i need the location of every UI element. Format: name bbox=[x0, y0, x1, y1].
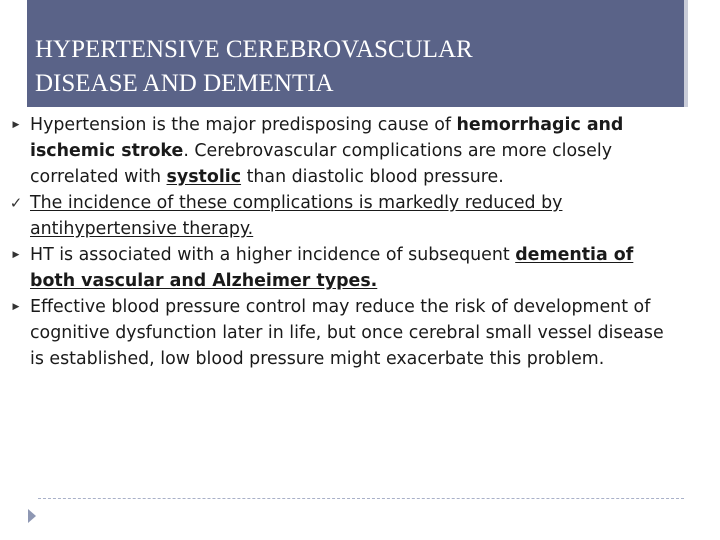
bullet-text: The incidence of these complications is markedly reduced by antihypertensive therapy. bbox=[30, 193, 563, 239]
bullet-item-dementia bbox=[8, 242, 668, 294]
bullet-item-bp-control bbox=[8, 294, 668, 372]
triangle-bullet-icon: ▶ bbox=[12, 302, 20, 312]
emphasis-systolic: systolic bbox=[166, 167, 242, 187]
bullet-text: HT is associated with a higher incidence of subsequent dementia of both vascular and Alzheimer types. bbox=[30, 245, 634, 291]
checkmark-bullet-icon: ✓ bbox=[9, 194, 23, 212]
bullet-item-therapy bbox=[8, 190, 668, 242]
emphasis-dementia-types: dementia of both vascular and Alzheimer types. bbox=[30, 245, 634, 291]
slide-title: HYPERTENSIVE CEREBROVASCULAR DISEASE AND DEMENTIA bbox=[35, 36, 473, 97]
bullet-text: Effective blood pressure control may reduce the risk of development of cognitive dysfunction later in life, but once cerebral small vessel disease is established, low blood pressure might exacerbate this problem. bbox=[30, 297, 664, 369]
title-accent-strip bbox=[684, 0, 688, 107]
bullet-text: Hypertension is the major predisposing cause of hemorrhagic and ischemic stroke. Cerebrovascular complications are more closely correlated with systolic than diastolic blood pressure. bbox=[30, 115, 624, 187]
footer-divider bbox=[38, 498, 684, 499]
bullet-item-stroke-cause bbox=[8, 112, 668, 190]
footer-triangle-icon bbox=[28, 509, 36, 523]
emphasis-stroke-types: hemorrhagic and ischemic stroke bbox=[30, 115, 624, 161]
bullet-list bbox=[8, 112, 668, 372]
triangle-bullet-icon: ▶ bbox=[12, 250, 20, 260]
triangle-bullet-icon: ▶ bbox=[12, 120, 20, 130]
